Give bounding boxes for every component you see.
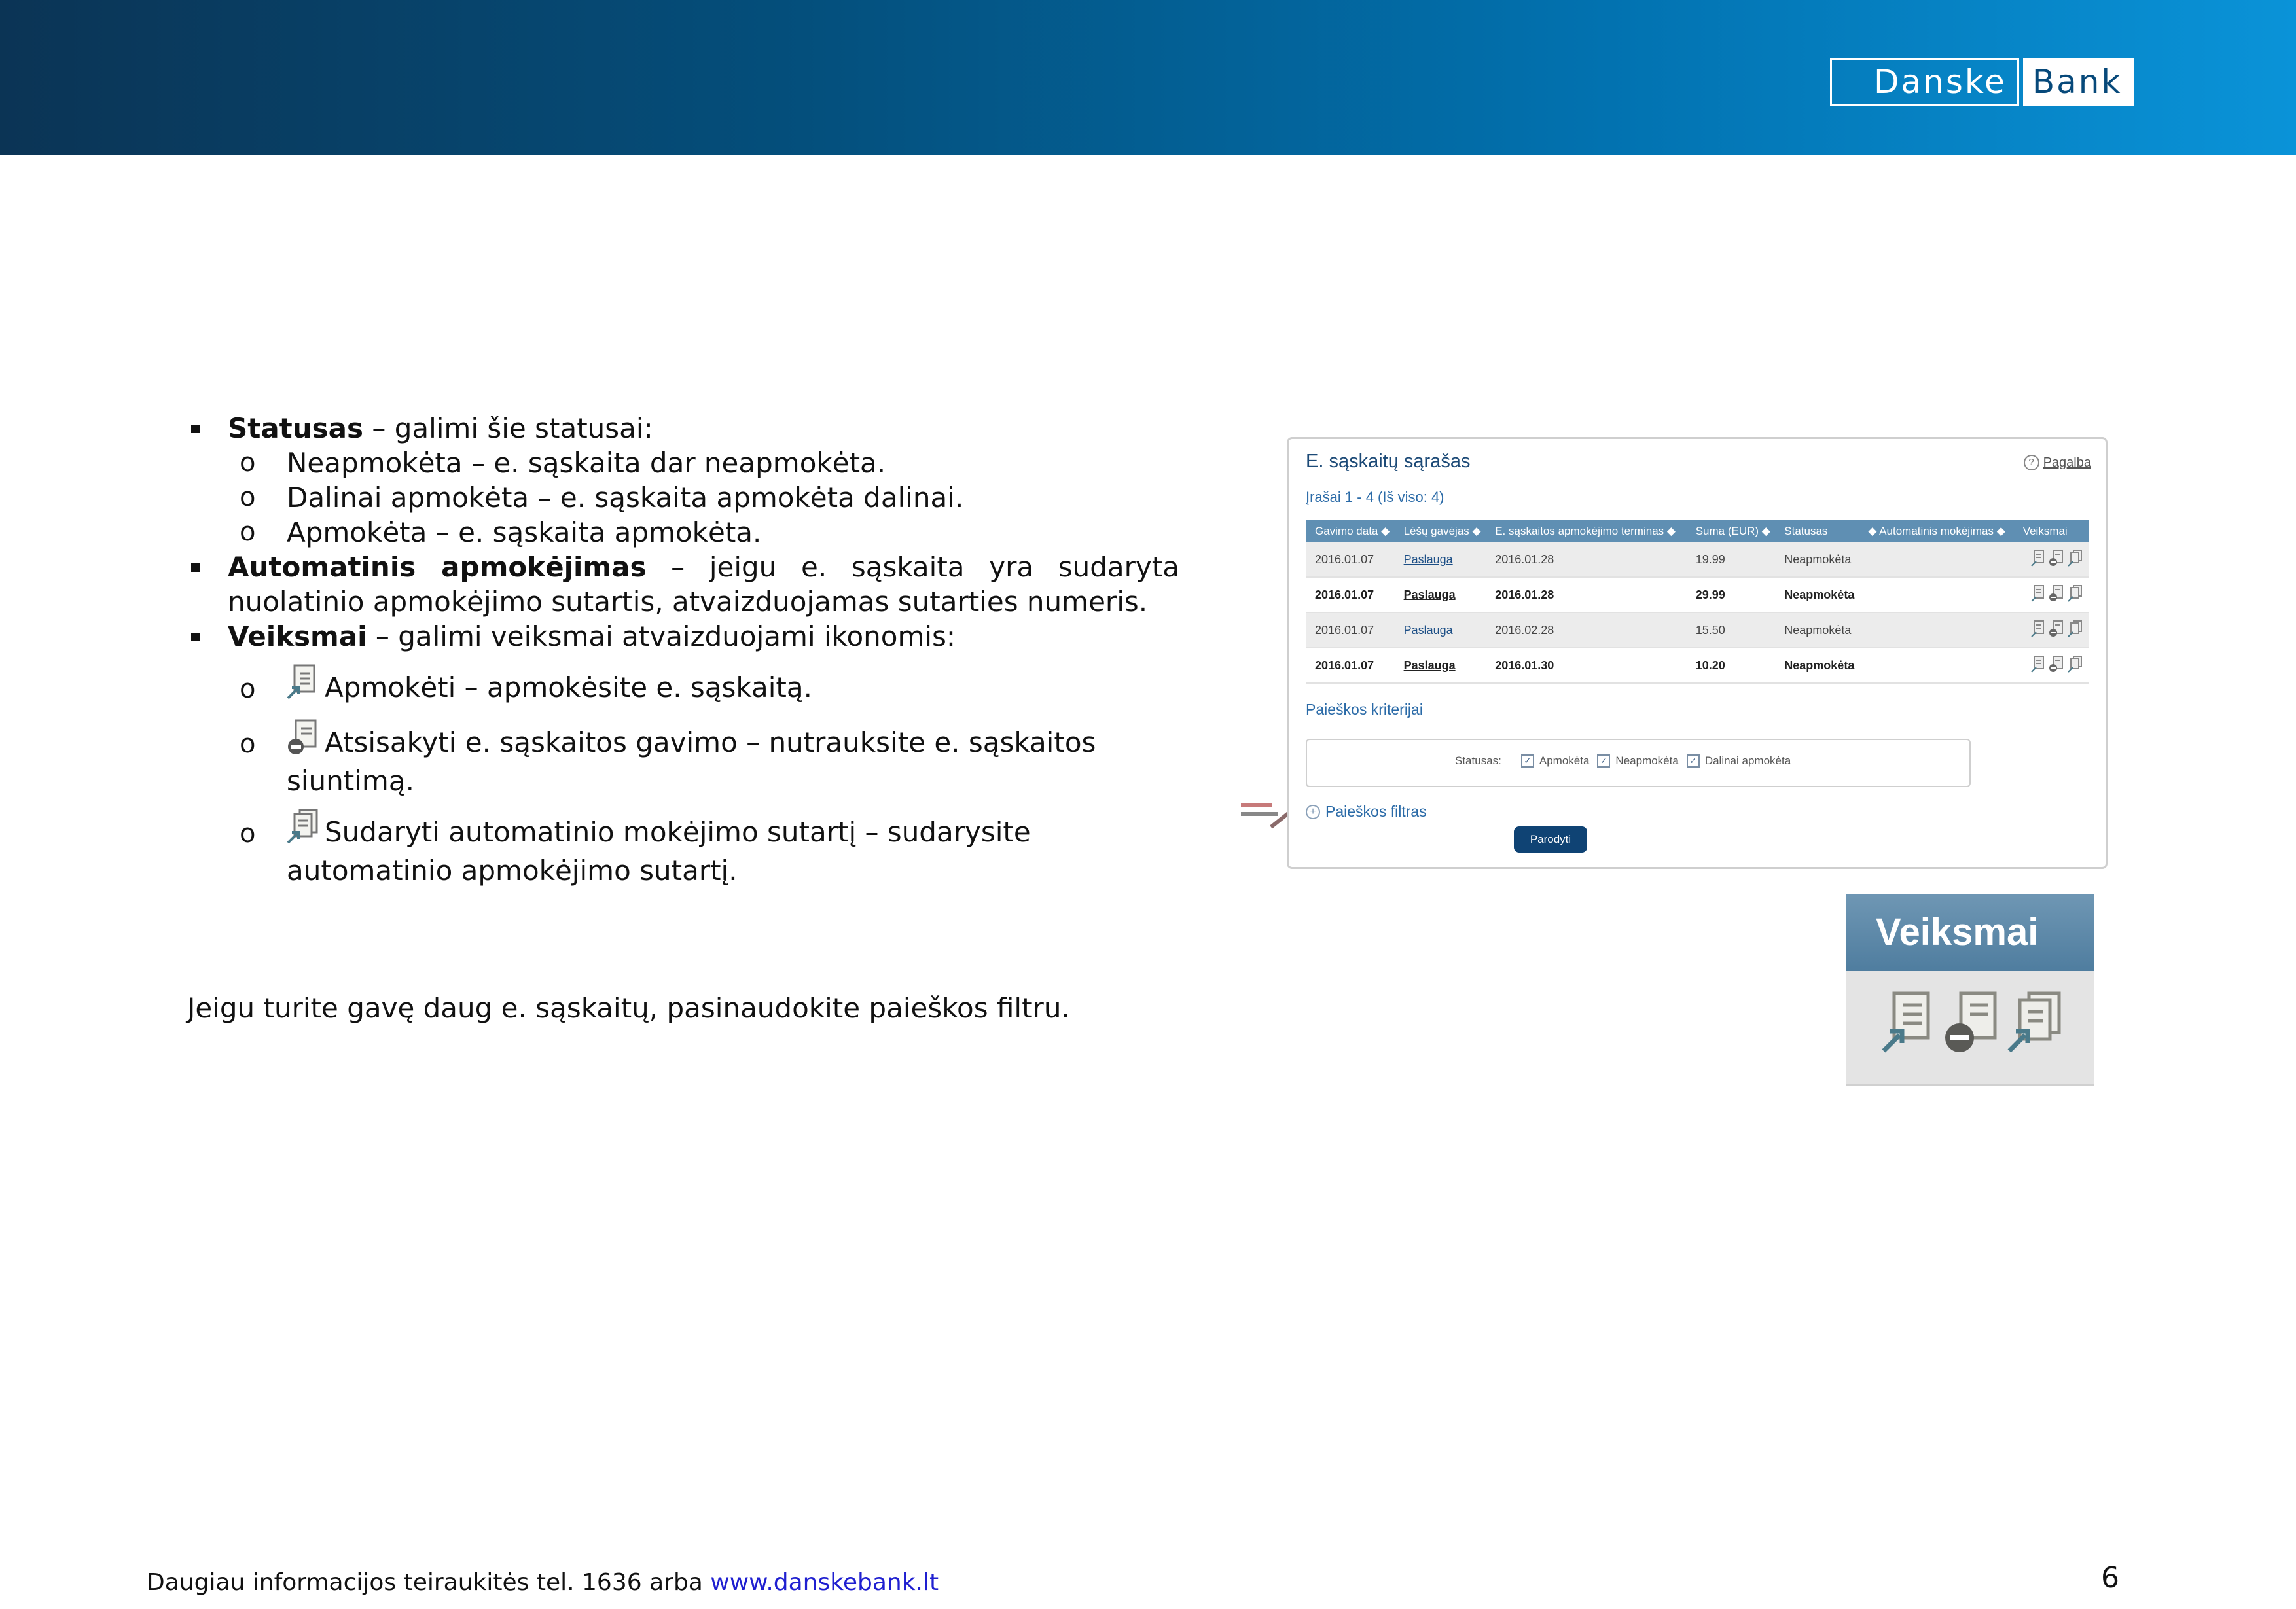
- auto-payment-icon: [287, 809, 321, 853]
- bullet-marker: [191, 563, 200, 572]
- cell-auto: [1859, 577, 2013, 612]
- search-filter-toggle[interactable]: [1306, 803, 1427, 821]
- status-item: o Dalinai apmokėta – e. sąskaita apmokėta dalinai.: [240, 482, 964, 514]
- table-row: [1306, 648, 2089, 683]
- footer: [147, 1569, 939, 1596]
- cell-auto: [1859, 542, 2013, 577]
- auto-payment-icon[interactable]: [2068, 656, 2082, 676]
- auto-desc: – jeigu e. sąskaita yra sudaryta nuolatinio apmokėjimo sutartis, atvaizduojamas sutarties numeris.: [228, 551, 1179, 618]
- action-item-pay: o Apmokėti – apmokėsite e. sąskaitą.: [185, 664, 1179, 709]
- cancel-invoice-icon[interactable]: [2049, 585, 2064, 605]
- expand-icon: +: [1306, 805, 1320, 819]
- status-term: Statusas: [228, 412, 363, 444]
- search-filter-label: Paieškos filtras: [1325, 803, 1427, 820]
- action-item-auto: o Sudaryti automatinio mokėjimo sutartį – sudarysite automatinio apmokėjimo sutartį.: [185, 809, 1179, 888]
- pay-invoice-icon[interactable]: [2031, 620, 2045, 641]
- pay-invoice-icon: [287, 664, 321, 709]
- col-status[interactable]: Statusas: [1775, 520, 1859, 542]
- cell-status: Neapmokėta: [1775, 648, 1859, 683]
- cell-status: Neapmokėta: [1775, 612, 1859, 648]
- bullet-auto-payment: [185, 550, 1179, 619]
- pay-invoice-icon: [1881, 991, 1937, 1056]
- payee-link[interactable]: Paslauga: [1395, 542, 1486, 577]
- actions-term: Veiksmai: [228, 620, 367, 652]
- cell-date: 2016.01.07: [1306, 542, 1395, 577]
- table-header-row: [1306, 520, 2089, 542]
- cancel-invoice-icon[interactable]: [2049, 620, 2064, 641]
- auto-payment-icon[interactable]: [2068, 620, 2082, 641]
- actions-desc: – galimi veiksmai atvaizduojami ikonomis:: [367, 620, 956, 652]
- status-item: o Neapmokėta – e. sąskaita dar neapmokėta.: [240, 447, 886, 479]
- cell-due: 2016.02.28: [1486, 612, 1687, 648]
- cancel-invoice-icon[interactable]: [2049, 656, 2064, 676]
- checkbox-unpaid[interactable]: ✓: [1597, 754, 1610, 768]
- status-item-text: Neapmokėta – e. sąskaita dar neapmokėta.: [287, 447, 886, 479]
- cell-date: 2016.01.07: [1306, 577, 1395, 612]
- website-link[interactable]: www.danskebank.lt: [710, 1569, 939, 1596]
- cell-date: 2016.01.07: [1306, 612, 1395, 648]
- table-row: [1306, 542, 2089, 577]
- invoice-list-panel: [1287, 437, 2108, 869]
- cell-status: Neapmokėta: [1775, 542, 1859, 577]
- checkbox-paid[interactable]: ✓: [1521, 754, 1534, 768]
- payee-link[interactable]: Paslauga: [1395, 577, 1486, 612]
- col-actions: Veiksmai: [2014, 520, 2089, 542]
- page-number: 6: [2101, 1561, 2119, 1595]
- bullet-marker: [191, 425, 200, 433]
- actions-zoom-title: Veiksmai: [1846, 894, 2094, 971]
- cell-auto: [1859, 612, 2013, 648]
- filter-note: Jeigu turite gavę daug e. sąskaitų, pasinaudokite paieškos filtru.: [187, 992, 1070, 1024]
- checkbox-label: Dalinai apmokėta: [1704, 754, 1791, 767]
- status-item: o Apmokėta – e. sąskaita apmokėta.: [240, 516, 762, 548]
- cell-actions: [2014, 542, 2089, 577]
- pay-invoice-icon[interactable]: [2031, 550, 2045, 570]
- col-date[interactable]: Gavimo data ◆: [1306, 520, 1395, 542]
- auto-term: Automatinis apmokėjimas: [228, 551, 647, 583]
- cell-auto: [1859, 648, 2013, 683]
- status-item-text: Dalinai apmokėta – e. sąskaita apmokėta dalinai.: [287, 482, 964, 514]
- auto-payment-icon: [2007, 991, 2063, 1056]
- help-link[interactable]: [2024, 455, 2091, 470]
- auto-payment-icon[interactable]: [2068, 550, 2082, 570]
- table-row: [1306, 577, 2089, 612]
- actions-zoom-panel: [1846, 894, 2094, 1086]
- cell-due: 2016.01.30: [1486, 648, 1687, 683]
- cell-sum: 10.20: [1687, 648, 1776, 683]
- action-item-text: Sudaryti automatinio mokėjimo sutartį – sudarysite automatinio apmokėjimo sutartį.: [287, 816, 1031, 887]
- search-criteria-box: [1306, 739, 1971, 787]
- checkbox-partial[interactable]: ✓: [1687, 754, 1700, 768]
- auto-payment-icon[interactable]: [2068, 585, 2082, 605]
- search-criteria-label: Paieškos kriterijai: [1306, 701, 1423, 718]
- cell-date: 2016.01.07: [1306, 648, 1395, 683]
- logo-right-text: Bank: [2023, 58, 2134, 106]
- bullet-status: [185, 411, 1179, 446]
- action-item-text: Apmokėti – apmokėsite e. sąskaitą.: [325, 671, 812, 703]
- status-desc: – galimi šie statusai:: [363, 412, 653, 444]
- help-icon: ?: [2024, 455, 2039, 470]
- pay-invoice-icon[interactable]: [2031, 656, 2045, 676]
- invoice-table: [1306, 520, 2089, 684]
- help-label: Pagalba: [2043, 455, 2091, 470]
- logo-left-text: Danske: [1830, 58, 2019, 106]
- cell-actions: [2014, 648, 2089, 683]
- show-button[interactable]: Parodyti: [1514, 826, 1587, 853]
- checkbox-label: Neapmokėta: [1615, 754, 1679, 767]
- col-auto[interactable]: ◆ Automatinis mokėjimas ◆: [1859, 520, 2013, 542]
- payee-link[interactable]: Paslauga: [1395, 612, 1486, 648]
- cell-due: 2016.01.28: [1486, 577, 1687, 612]
- table-row: [1306, 612, 2089, 648]
- bullet-marker: [191, 633, 200, 641]
- main-text: [185, 411, 1179, 888]
- action-item-text: Atsisakyti e. sąskaitos gavimo – nutrauksite e. sąskaitos siuntimą.: [287, 726, 1096, 797]
- cell-sum: 19.99: [1687, 542, 1776, 577]
- cell-sum: 29.99: [1687, 577, 1776, 612]
- cell-sum: 15.50: [1687, 612, 1776, 648]
- bullet-actions: [185, 619, 1179, 654]
- status-filter-row: [1455, 754, 1791, 768]
- cancel-invoice-icon[interactable]: [2049, 550, 2064, 570]
- cancel-invoice-icon: [287, 719, 321, 764]
- col-sum[interactable]: Suma (EUR) ◆: [1687, 520, 1776, 542]
- cell-actions: [2014, 612, 2089, 648]
- col-payee[interactable]: Lėšų gavėjas ◆: [1395, 520, 1486, 542]
- status-item-text: Apmokėta – e. sąskaita apmokėta.: [287, 516, 762, 548]
- col-due[interactable]: E. sąskaitos apmokėjimo terminas ◆: [1486, 520, 1687, 542]
- cell-actions: [2014, 577, 2089, 612]
- cancel-invoice-icon: [1944, 991, 2000, 1056]
- footer-text: Daugiau informacijos teiraukitės tel. 1636 arba: [147, 1569, 711, 1596]
- action-item-cancel: o Atsisakyti e. sąskaitos gavimo – nutrauksite e. sąskaitos siuntimą.: [185, 719, 1179, 798]
- pay-invoice-icon[interactable]: [2031, 585, 2045, 605]
- payee-link[interactable]: Paslauga: [1395, 648, 1486, 683]
- danske-bank-logo: [1830, 58, 2134, 106]
- checkbox-label: Apmokėta: [1539, 754, 1590, 767]
- cell-due: 2016.01.28: [1486, 542, 1687, 577]
- actions-zoom-icons: [1881, 991, 2063, 1056]
- records-count: Įrašai 1 - 4 (Iš viso: 4): [1306, 489, 1444, 505]
- status-filter-label: Statusas:: [1455, 754, 1501, 767]
- panel-title: E. sąskaitų sąrašas: [1306, 451, 1471, 472]
- header-banner: [0, 0, 2296, 155]
- cell-status: Neapmokėta: [1775, 577, 1859, 612]
